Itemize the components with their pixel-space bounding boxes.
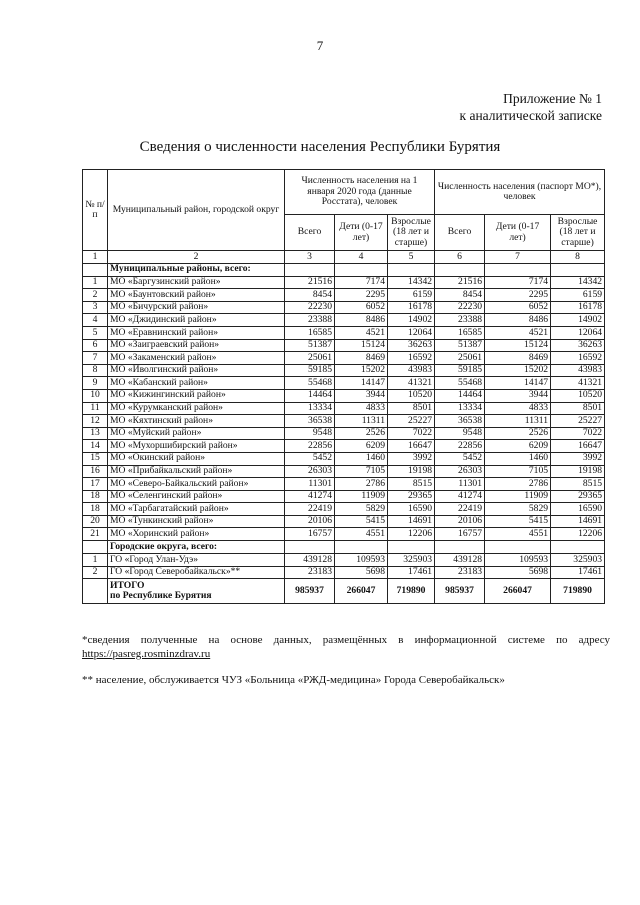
column-index: 2 <box>108 251 285 264</box>
row-number: 1 <box>83 554 108 567</box>
header-passport-total: Всего <box>435 215 485 251</box>
row-number: 2 <box>83 566 108 579</box>
row-value: 51387 <box>285 339 335 352</box>
total-row <box>83 579 605 604</box>
row-value: 13334 <box>285 402 335 415</box>
header-rosstat-total: Всего <box>285 215 335 251</box>
row-name: МО «Тарбагатайский район» <box>108 503 285 516</box>
row-number: 17 <box>83 478 108 491</box>
row-value: 16178 <box>388 301 435 314</box>
column-index: 1 <box>83 251 108 264</box>
row-value: 16585 <box>285 326 335 339</box>
row-value: 8454 <box>435 289 485 302</box>
row-value: 55468 <box>435 377 485 390</box>
row-value: 23388 <box>435 314 485 327</box>
row-value: 14902 <box>388 314 435 327</box>
district-row <box>83 352 605 365</box>
district-row <box>83 427 605 440</box>
row-value: 3944 <box>485 389 551 402</box>
row-value: 14342 <box>551 276 605 289</box>
row-name: МО «Бичурский район» <box>108 301 285 314</box>
row-value: 21516 <box>285 276 335 289</box>
row-value: 6159 <box>388 289 435 302</box>
row-value: 4551 <box>335 528 388 541</box>
district-row <box>83 364 605 377</box>
row-value: 26303 <box>285 465 335 478</box>
row-value: 8469 <box>485 352 551 365</box>
row-name: МО «Иволгинский район» <box>108 364 285 377</box>
row-value: 14691 <box>388 515 435 528</box>
row-value: 17461 <box>388 566 435 579</box>
district-row <box>83 515 605 528</box>
row-value: 12206 <box>551 528 605 541</box>
row-value: 59185 <box>435 364 485 377</box>
row-value: 19198 <box>551 465 605 478</box>
row-value: 4833 <box>335 402 388 415</box>
row-value: 325903 <box>551 554 605 567</box>
footnote-1-link[interactable]: https://pasreg.rosminzdrav.ru <box>82 648 211 660</box>
district-row <box>83 415 605 428</box>
row-value: 16647 <box>551 440 605 453</box>
row-value: 5829 <box>335 503 388 516</box>
row-value: 12064 <box>388 326 435 339</box>
row-value: 8515 <box>388 478 435 491</box>
row-number: 7 <box>83 352 108 365</box>
row-name: МО «Селенгинский район» <box>108 490 285 503</box>
row-value: 8515 <box>551 478 605 491</box>
row-value: 16585 <box>435 326 485 339</box>
row-value: 2295 <box>485 289 551 302</box>
district-row <box>83 339 605 352</box>
row-number: 6 <box>83 339 108 352</box>
row-name: МО «Окинский район» <box>108 452 285 465</box>
district-row <box>83 528 605 541</box>
appendix-line-2: к аналитической записке <box>459 108 602 123</box>
row-value: 2295 <box>335 289 388 302</box>
row-name: МО «Муйский район» <box>108 427 285 440</box>
row-number: 16 <box>83 465 108 478</box>
row-value: 29365 <box>551 490 605 503</box>
column-index: 5 <box>388 251 435 264</box>
district-row <box>83 452 605 465</box>
row-value: 11909 <box>485 490 551 503</box>
total-value: 266047 <box>485 579 551 604</box>
row-value: 21516 <box>435 276 485 289</box>
district-row <box>83 276 605 289</box>
row-name: МО «Кяхтинский район» <box>108 415 285 428</box>
row-value: 15124 <box>485 339 551 352</box>
row-value: 43983 <box>551 364 605 377</box>
row-value: 8486 <box>335 314 388 327</box>
row-value: 22856 <box>435 440 485 453</box>
row-value: 5415 <box>485 515 551 528</box>
row-value: 25227 <box>551 415 605 428</box>
total-value: 985937 <box>435 579 485 604</box>
row-value: 8469 <box>335 352 388 365</box>
row-name: МО «Курумканский район» <box>108 402 285 415</box>
row-value: 16757 <box>285 528 335 541</box>
row-value: 7022 <box>551 427 605 440</box>
row-value: 7022 <box>388 427 435 440</box>
document-title: Сведения о численности населения Республики Бурятия <box>139 139 501 155</box>
row-value: 6209 <box>485 440 551 453</box>
row-number: 10 <box>83 389 108 402</box>
row-number: 21 <box>83 528 108 541</box>
row-value: 5452 <box>435 452 485 465</box>
row-value: 51387 <box>435 339 485 352</box>
row-name: МО «Тункинский район» <box>108 515 285 528</box>
row-value: 109593 <box>485 554 551 567</box>
row-value: 8501 <box>388 402 435 415</box>
district-row <box>83 301 605 314</box>
district-row <box>83 314 605 327</box>
row-value: 25061 <box>435 352 485 365</box>
row-value: 6052 <box>335 301 388 314</box>
row-name: МО «Прибайкальский район» <box>108 465 285 478</box>
row-value: 36538 <box>285 415 335 428</box>
total-value: 985937 <box>285 579 335 604</box>
row-value: 14147 <box>335 377 388 390</box>
district-row <box>83 377 605 390</box>
row-name: МО «Баунтовский район» <box>108 289 285 302</box>
section-label-districts: Муниципальные районы, всего: <box>108 263 285 276</box>
row-value: 23183 <box>285 566 335 579</box>
column-index: 8 <box>551 251 605 264</box>
row-value: 3992 <box>388 452 435 465</box>
row-number: 5 <box>83 326 108 339</box>
city-row <box>83 554 605 567</box>
column-index: 3 <box>285 251 335 264</box>
row-value: 6209 <box>335 440 388 453</box>
row-value: 20106 <box>435 515 485 528</box>
column-index: 4 <box>335 251 388 264</box>
row-value: 41274 <box>435 490 485 503</box>
row-value: 4521 <box>485 326 551 339</box>
row-value: 14464 <box>285 389 335 402</box>
row-value: 14147 <box>485 377 551 390</box>
page-number: 7 <box>316 38 324 53</box>
district-row <box>83 402 605 415</box>
row-value: 13334 <box>435 402 485 415</box>
row-name: МО «Баргузинский район» <box>108 276 285 289</box>
row-name: МО «Кабанский район» <box>108 377 285 390</box>
row-value: 11301 <box>435 478 485 491</box>
row-number: 18 <box>83 490 108 503</box>
row-name: МО «Еравнинский район» <box>108 326 285 339</box>
district-row <box>83 289 605 302</box>
row-number: 14 <box>83 440 108 453</box>
city-row <box>83 566 605 579</box>
row-value: 23388 <box>285 314 335 327</box>
row-value: 22230 <box>285 301 335 314</box>
row-value: 22856 <box>285 440 335 453</box>
row-value: 22419 <box>435 503 485 516</box>
district-row <box>83 326 605 339</box>
row-name: ГО «Город Улан-Удэ» <box>108 554 285 567</box>
row-value: 22419 <box>285 503 335 516</box>
row-value: 7105 <box>485 465 551 478</box>
row-value: 4833 <box>485 402 551 415</box>
row-value: 2526 <box>335 427 388 440</box>
row-value: 10520 <box>388 389 435 402</box>
row-value: 43983 <box>388 364 435 377</box>
row-value: 26303 <box>435 465 485 478</box>
row-value: 16590 <box>388 503 435 516</box>
row-value: 109593 <box>335 554 388 567</box>
row-value: 7174 <box>335 276 388 289</box>
row-value: 11301 <box>285 478 335 491</box>
section-row-districts <box>83 263 605 276</box>
footnote-1: *сведения полученные на основе данных, размещённых в информационной системе по адресу <box>82 634 610 646</box>
row-value: 5829 <box>485 503 551 516</box>
appendix-line-1: Приложение № 1 <box>503 91 602 106</box>
total-label-line-1: ИТОГО <box>110 579 145 591</box>
row-value: 9548 <box>435 427 485 440</box>
row-value: 55468 <box>285 377 335 390</box>
row-value: 25227 <box>388 415 435 428</box>
row-value: 14691 <box>551 515 605 528</box>
row-value: 15202 <box>485 364 551 377</box>
district-row <box>83 478 605 491</box>
row-value: 16590 <box>551 503 605 516</box>
row-value: 3992 <box>551 452 605 465</box>
row-value: 439128 <box>435 554 485 567</box>
column-index: 7 <box>485 251 551 264</box>
row-value: 11909 <box>335 490 388 503</box>
row-value: 14902 <box>551 314 605 327</box>
column-index-row <box>83 251 605 264</box>
row-value: 10520 <box>551 389 605 402</box>
row-value: 23183 <box>435 566 485 579</box>
header-rosstat-group: Численность населения на 1 января 2020 года (данные Росстата), человек <box>285 170 435 215</box>
row-value: 16647 <box>388 440 435 453</box>
row-value: 5415 <box>335 515 388 528</box>
row-value: 36538 <box>435 415 485 428</box>
row-number: 15 <box>83 452 108 465</box>
row-name: МО «Кижингинский район» <box>108 389 285 402</box>
row-value: 16592 <box>388 352 435 365</box>
row-value: 15124 <box>335 339 388 352</box>
row-value: 3944 <box>335 389 388 402</box>
district-row <box>83 503 605 516</box>
row-value: 7174 <box>485 276 551 289</box>
row-value: 16592 <box>551 352 605 365</box>
header-name: Муниципальный район, городской округ <box>108 170 285 251</box>
row-value: 5698 <box>335 566 388 579</box>
footnote-2: ** население, обслуживается ЧУЗ «Больница «РЖД-медицина» Города Северобайкальск» <box>82 674 505 686</box>
header-no: № п/п <box>83 170 108 251</box>
row-value: 439128 <box>285 554 335 567</box>
district-row <box>83 490 605 503</box>
total-value: 719890 <box>551 579 605 604</box>
column-index: 6 <box>435 251 485 264</box>
row-value: 4551 <box>485 528 551 541</box>
row-name: МО «Северо-Байкальский район» <box>108 478 285 491</box>
row-number: 18 <box>83 503 108 516</box>
row-value: 325903 <box>388 554 435 567</box>
appendix-note <box>460 90 602 124</box>
row-number: 20 <box>83 515 108 528</box>
row-value: 8454 <box>285 289 335 302</box>
row-value: 22230 <box>435 301 485 314</box>
row-value: 12064 <box>551 326 605 339</box>
row-number: 12 <box>83 415 108 428</box>
row-name: МО «Джидинский район» <box>108 314 285 327</box>
total-value: 719890 <box>388 579 435 604</box>
row-value: 1460 <box>335 452 388 465</box>
row-value: 5698 <box>485 566 551 579</box>
district-row <box>83 389 605 402</box>
row-value: 16757 <box>435 528 485 541</box>
row-value: 6159 <box>551 289 605 302</box>
total-value: 266047 <box>335 579 388 604</box>
row-value: 11311 <box>485 415 551 428</box>
row-name: МО «Закаменский район» <box>108 352 285 365</box>
row-value: 6052 <box>485 301 551 314</box>
row-value: 4521 <box>335 326 388 339</box>
population-table <box>82 169 605 604</box>
header-passport-adults: Взрослые (18 лет и старше) <box>551 215 605 251</box>
row-value: 16178 <box>551 301 605 314</box>
row-number: 11 <box>83 402 108 415</box>
row-value: 17461 <box>551 566 605 579</box>
district-row <box>83 440 605 453</box>
row-value: 36263 <box>388 339 435 352</box>
row-number: 9 <box>83 377 108 390</box>
row-value: 2786 <box>485 478 551 491</box>
table-body <box>83 251 605 604</box>
row-value: 19198 <box>388 465 435 478</box>
row-value: 41274 <box>285 490 335 503</box>
total-label-line-2: по Республике Бурятия <box>110 590 212 602</box>
row-value: 11311 <box>335 415 388 428</box>
row-number: 8 <box>83 364 108 377</box>
row-value: 5452 <box>285 452 335 465</box>
row-value: 12206 <box>388 528 435 541</box>
row-value: 8501 <box>551 402 605 415</box>
row-name: МО «Хоринский район» <box>108 528 285 541</box>
row-number: 2 <box>83 289 108 302</box>
row-value: 15202 <box>335 364 388 377</box>
row-number: 3 <box>83 301 108 314</box>
header-rosstat-adults: Взрослые (18 лет и старше) <box>388 215 435 251</box>
row-number: 1 <box>83 276 108 289</box>
header-passport-group: Численность населения (паспорт МО*), человек <box>435 170 605 215</box>
row-value: 59185 <box>285 364 335 377</box>
row-number: 4 <box>83 314 108 327</box>
row-value: 7105 <box>335 465 388 478</box>
row-name: МО «Заиграевский район» <box>108 339 285 352</box>
section-row-cities <box>83 541 605 554</box>
row-value: 2786 <box>335 478 388 491</box>
row-value: 20106 <box>285 515 335 528</box>
row-number: 13 <box>83 427 108 440</box>
row-value: 2526 <box>485 427 551 440</box>
header-passport-children: Дети (0-17 лет) <box>485 215 551 251</box>
district-row <box>83 465 605 478</box>
section-label-cities: Городские округа, всего: <box>108 541 285 554</box>
row-value: 29365 <box>388 490 435 503</box>
row-value: 41321 <box>551 377 605 390</box>
row-value: 14342 <box>388 276 435 289</box>
row-name: ГО «Город Северобайкальск»** <box>108 566 285 579</box>
row-value: 8486 <box>485 314 551 327</box>
total-label <box>108 579 285 604</box>
row-value: 9548 <box>285 427 335 440</box>
row-value: 14464 <box>435 389 485 402</box>
row-name: МО «Мухоршибирский район» <box>108 440 285 453</box>
row-value: 1460 <box>485 452 551 465</box>
row-value: 25061 <box>285 352 335 365</box>
row-value: 36263 <box>551 339 605 352</box>
header-rosstat-children: Дети (0-17 лет) <box>335 215 388 251</box>
row-value: 41321 <box>388 377 435 390</box>
